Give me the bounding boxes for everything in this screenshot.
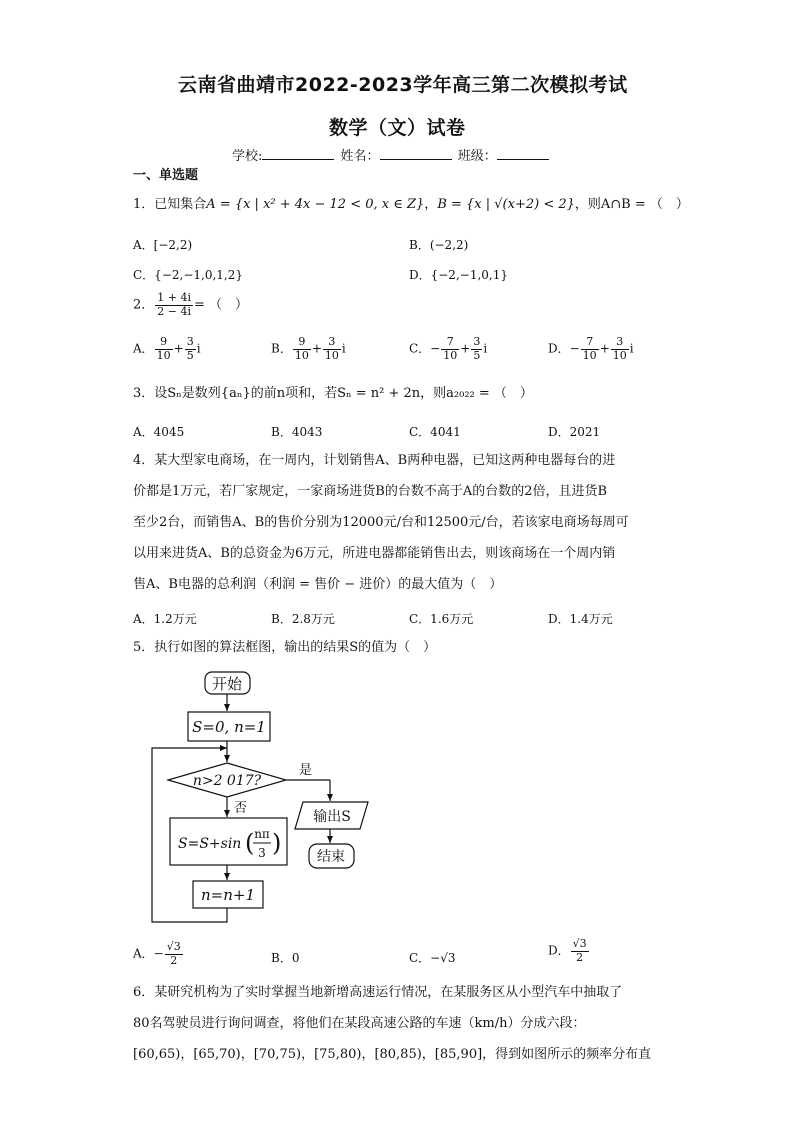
q1-option-a[interactable]: A．[−2,2) xyxy=(133,238,193,252)
q6-line-1: 6．某研究机构为了实时掌握当地新增高速运行情况，在某服务区从小型汽车中抽取了 xyxy=(133,985,623,1000)
q6-line-2: 80名驾驶员进行询问调查，将他们在某段高速公路的车速（km/h）分成六段： xyxy=(133,1016,586,1031)
q5-option-b[interactable]: B．0 xyxy=(271,951,300,965)
q6-line-3: [60,65)，[65,70)，[70,75)，[75,80)，[80,85)，[85,90]，得到如图所示的频率分布直 xyxy=(133,1047,652,1062)
question-5: 5．执行如图的算法框图，输出的结果S的值为（ ） xyxy=(133,640,437,655)
flow-yes-label: 是 xyxy=(299,763,313,778)
q1-option-b[interactable]: B．(−2,2) xyxy=(409,238,469,252)
flow-update-n-label: n=n+1 xyxy=(200,886,256,904)
question-3: 3．设Sₙ是数列{aₙ}的前n项和，若Sₙ = n² + 2n，则a₂₀₂₂ = （ ） xyxy=(133,386,533,401)
q1-suffix: ，则A∩B = （ ） xyxy=(574,197,689,212)
q4-option-d[interactable]: D．1.4万元 xyxy=(548,612,613,626)
q3-option-a[interactable]: A．4045 xyxy=(133,425,185,439)
q2-option-d[interactable]: D．− $\frac{7}{10}$ + $\frac{3}{10}$ i xyxy=(548,335,634,362)
q4-line-2: 价都是1万元，若厂家规定，一家商场进货B的台数不高于A的台数的2倍，且进货B xyxy=(133,484,608,499)
school-label: 学校: xyxy=(232,149,263,164)
q4-option-a[interactable]: A．1.2万元 xyxy=(133,612,197,626)
q3-option-b[interactable]: B．4043 xyxy=(271,425,323,439)
q2-option-b[interactable]: B． $\frac{9}{10}$ + $\frac{3}{10}$ i xyxy=(271,335,346,362)
flow-end-label: 结束 xyxy=(317,849,345,865)
q4-option-c[interactable]: C．1.6万元 xyxy=(409,612,474,626)
section-heading: 一、单选题 xyxy=(133,168,199,183)
flow-output-label: 输出S xyxy=(313,809,351,825)
q1-option-d[interactable]: D．{−2,−1,0,1} xyxy=(409,268,508,282)
q2-option-a[interactable]: A． $\frac{9}{10}$ + $\frac{3}{5}$ i xyxy=(133,335,201,362)
flow-update-num: nπ xyxy=(254,827,270,841)
q5-option-c[interactable]: C．−√3 xyxy=(409,951,456,965)
title-line-2: 数学（文）试卷 xyxy=(329,117,466,139)
flow-init-label: S=0, n=1 xyxy=(192,718,266,736)
q3-option-c[interactable]: C．4041 xyxy=(409,425,461,439)
q4-line-4: 以用来进货A、B的总资金为6万元，所进电器都能销售出去，则该商场在一个周内销 xyxy=(133,546,616,561)
question-1: 1．已知集合A = {x | x² + 4x − 12 < 0, x ∈ Z}，B = {x | √(x+2) < 2}，则A∩B = （ ） xyxy=(133,197,689,212)
q1-set-b: B = {x | √(x+2) < 2} xyxy=(437,197,575,212)
q1-prefix: 1．已知集合 xyxy=(133,197,207,212)
q2-suffix: = （ ） xyxy=(194,297,249,313)
q4-line-3: 至少2台，而销售A、B的售价分别为12000元/台和12500元/台，若该家电商场每周可 xyxy=(133,515,629,530)
title-line-1: 云南省曲靖市2022-2023学年高三第二次模拟考试 xyxy=(178,74,628,96)
flow-condition-label: n>2 017? xyxy=(192,773,262,789)
q3-option-d[interactable]: D．2021 xyxy=(548,425,601,439)
q1-option-c[interactable]: C．{−2,−1,0,1,2} xyxy=(133,268,243,282)
q4-line-1: 4．某大型家电商场，在一周内，计划销售A、B两种电器，已知这两种电器每台的进 xyxy=(133,453,616,468)
flow-no-label: 否 xyxy=(234,801,248,816)
q5-option-d[interactable]: D． $\frac{√3}{2}$ xyxy=(548,937,587,964)
q2-num: 2． xyxy=(133,297,155,313)
svg-text:): ) xyxy=(272,829,282,857)
q2-fraction: $\frac{1 + 4i}{2 - 4i}$ xyxy=(157,291,192,318)
flow-update-den: 3 xyxy=(258,846,266,860)
q1-set-a: A = {x | x² + 4x − 12 < 0, x ∈ Z} xyxy=(206,197,425,212)
name-label: 姓名： xyxy=(340,149,380,164)
q5-option-a[interactable]: A．− $\frac{√3}{2}$ xyxy=(133,940,181,967)
q4-line-5: 售A、B电器的总利润（利润 = 售价 − 进价）的最大值为（ ） xyxy=(133,577,503,592)
q4-option-b[interactable]: B．2.8万元 xyxy=(271,612,335,626)
flow-start-label: 开始 xyxy=(211,675,243,693)
class-label: 班级： xyxy=(457,149,497,164)
flow-update-s-label: S=S+sin xyxy=(178,836,242,852)
svg-text:(: ( xyxy=(245,829,255,857)
q2-option-c[interactable]: C．− $\frac{7}{10}$ + $\frac{3}{5}$ i xyxy=(409,335,488,362)
